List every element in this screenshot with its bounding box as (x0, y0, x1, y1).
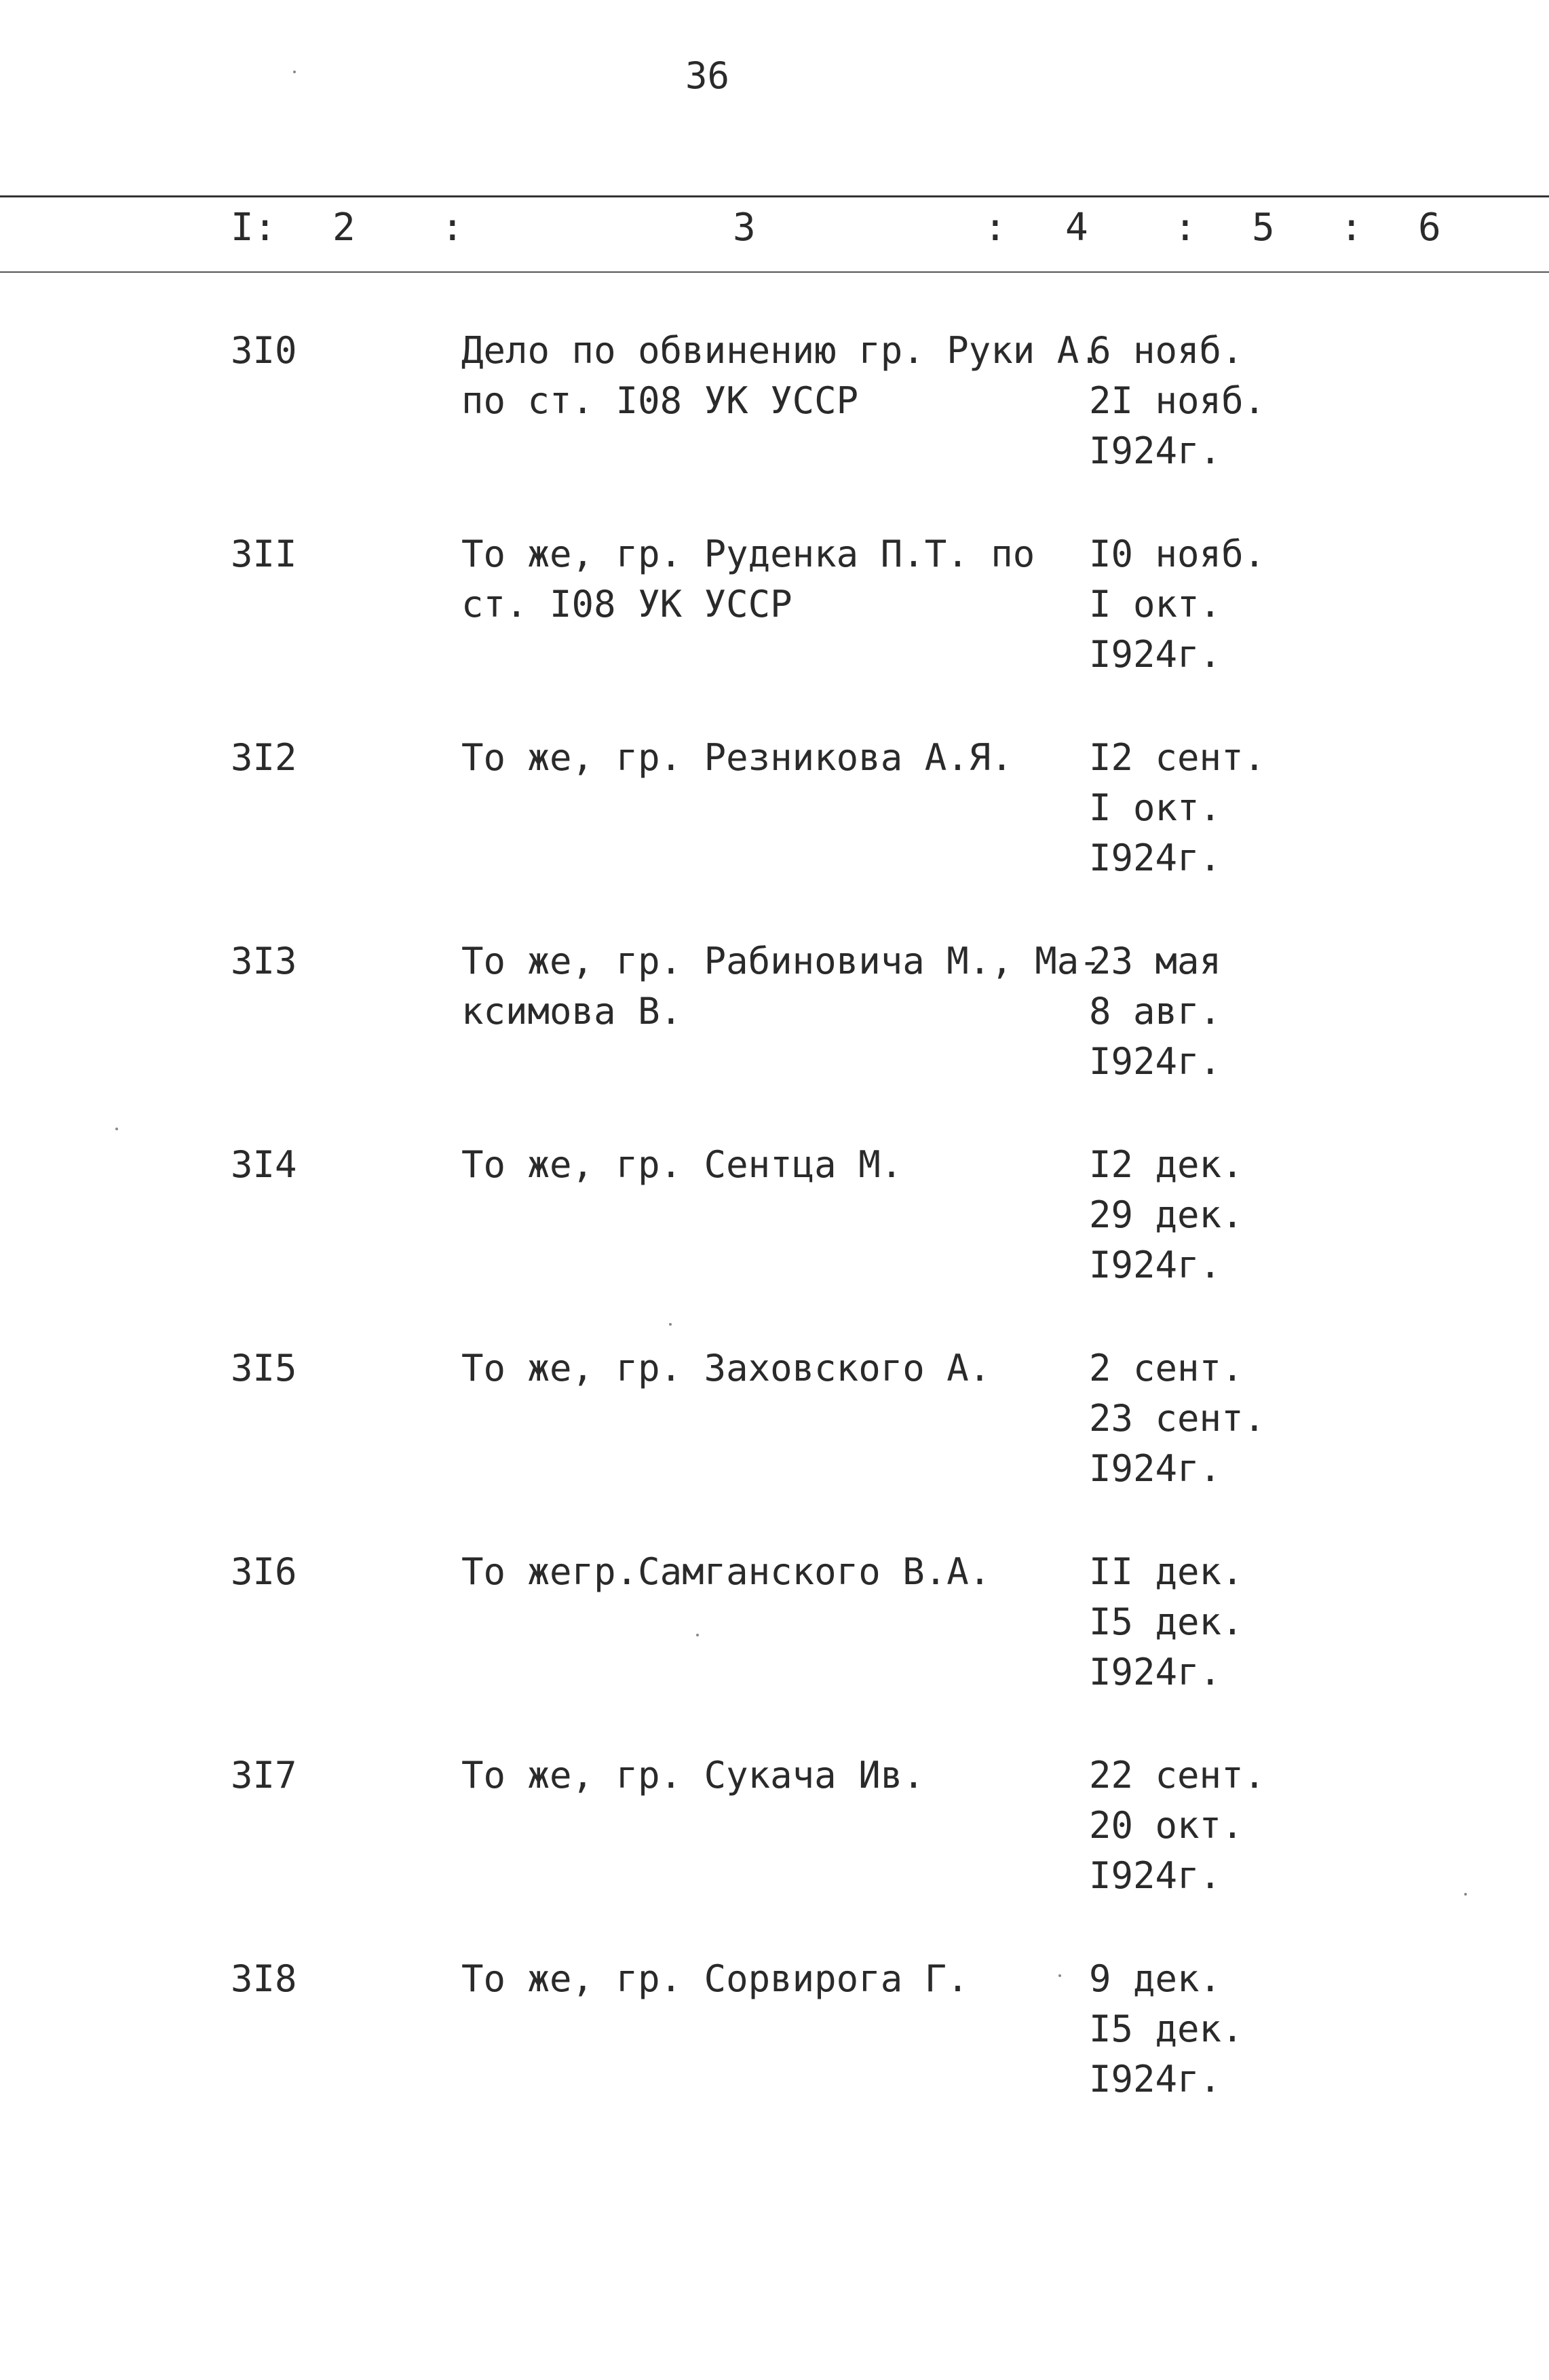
header-col-1: I: (231, 206, 277, 250)
table-row (0, 1343, 1549, 1520)
case-title (461, 1547, 1072, 1597)
case-number: 3I4 (231, 1143, 297, 1186)
table-top-rule (0, 195, 1549, 197)
case-date: I окт. (1089, 786, 1222, 829)
case-title (461, 1750, 1072, 1801)
case-title (461, 1954, 1072, 2004)
header-col-4: 4 (1065, 206, 1088, 250)
case-date: I окт. (1089, 583, 1222, 626)
header-col-3: 3 (733, 206, 756, 250)
case-date: I924г. (1089, 1447, 1222, 1490)
case-title (461, 1140, 1072, 1190)
case-date: I924г. (1089, 837, 1222, 879)
case-date: I924г. (1089, 633, 1222, 676)
table-row (0, 1954, 1549, 2130)
case-title-line: То же, гр. Заховского А. (461, 1347, 991, 1389)
case-date: I924г. (1089, 1854, 1222, 1897)
paper-speck (293, 71, 296, 73)
case-dates (1089, 326, 1306, 476)
paper-speck (669, 1323, 672, 1326)
case-date: I924г. (1089, 429, 1222, 472)
case-title (461, 936, 1101, 1037)
case-number: 3I5 (231, 1347, 297, 1389)
case-number: 3I3 (231, 940, 297, 982)
case-date: 2 сент. (1089, 1347, 1244, 1389)
case-date: 29 дек. (1089, 1193, 1244, 1236)
table-row (0, 733, 1549, 909)
case-dates (1089, 1954, 1306, 2105)
case-title-line: То же, гр. Сукача Ив. (461, 1754, 925, 1797)
case-date: I0 нояб. (1089, 533, 1266, 575)
table-row (0, 326, 1549, 502)
case-date: I5 дек. (1089, 1600, 1244, 1643)
case-date: 23 мая (1089, 940, 1222, 982)
header-col-6: 6 (1418, 206, 1441, 250)
paper-speck (115, 1128, 118, 1130)
case-number: 3I8 (231, 1957, 297, 2000)
case-date: I924г. (1089, 1040, 1222, 1083)
case-title (461, 529, 1072, 630)
case-title-line: То же, гр. Руденка П.Т. по (461, 533, 1035, 575)
table-row (0, 936, 1549, 1113)
case-date: I2 дек. (1089, 1143, 1244, 1186)
case-date: 6 нояб. (1089, 329, 1244, 372)
case-title (461, 733, 1072, 783)
case-number: 3I7 (231, 1754, 297, 1797)
case-title-line: по ст. I08 УК УССР (461, 379, 859, 422)
table-row (0, 529, 1549, 706)
case-date: I924г. (1089, 1244, 1222, 1286)
case-title (461, 1343, 1072, 1394)
case-dates (1089, 529, 1306, 680)
page-number: 36 (685, 54, 730, 97)
paper-speck (1464, 1893, 1467, 1896)
case-dates (1089, 1343, 1306, 1494)
case-title-line: То же, гр. Резникова А.Я. (461, 736, 1013, 779)
case-title-line: То же, гр. Рабиновича М., Ма- (461, 940, 1101, 982)
case-date: 23 сент. (1089, 1397, 1266, 1440)
case-date: 2I нояб. (1089, 379, 1266, 422)
header-col-5: 5 (1252, 206, 1275, 250)
case-title (461, 326, 1101, 426)
case-dates (1089, 1547, 1306, 1697)
case-title-line: ст. I08 УК УССР (461, 583, 792, 626)
case-number: 3I2 (231, 736, 297, 779)
case-date: I924г. (1089, 1651, 1222, 1693)
table-row (0, 1547, 1549, 1723)
case-date: 22 сент. (1089, 1754, 1266, 1797)
case-number: 3I6 (231, 1550, 297, 1593)
table-row (0, 1140, 1549, 1316)
case-date: I2 сент. (1089, 736, 1266, 779)
case-date: I924г. (1089, 2058, 1222, 2100)
header-separator: : (1174, 206, 1197, 250)
case-title-line: То жегр.Самганского В.А. (461, 1550, 991, 1593)
case-dates (1089, 733, 1306, 883)
case-date: I5 дек. (1089, 2008, 1244, 2050)
paper-speck (696, 1634, 699, 1636)
case-number: 3I0 (231, 329, 297, 372)
header-col-2: 2 (332, 206, 356, 250)
case-title-line: То же, гр. Сорвирога Г. (461, 1957, 969, 2000)
table-header-rule (0, 271, 1549, 273)
case-dates (1089, 1750, 1306, 1901)
case-date: II дек. (1089, 1550, 1244, 1593)
case-title-line: То же, гр. Сентца М. (461, 1143, 903, 1186)
header-separator: : (1340, 206, 1363, 250)
case-date: 9 дек. (1089, 1957, 1222, 2000)
case-dates (1089, 1140, 1306, 1290)
header-separator: : (441, 206, 464, 250)
case-title-line: Дело по обвинению гр. Руки А. (461, 329, 1101, 372)
case-title-line: ксимова В. (461, 990, 683, 1033)
table-row (0, 1750, 1549, 1927)
paper-speck (1058, 1974, 1061, 1977)
case-number: 3II (231, 533, 297, 575)
case-date: 8 авг. (1089, 990, 1222, 1033)
header-separator: : (984, 206, 1007, 250)
case-dates (1089, 936, 1306, 1087)
case-date: 20 окт. (1089, 1804, 1244, 1847)
